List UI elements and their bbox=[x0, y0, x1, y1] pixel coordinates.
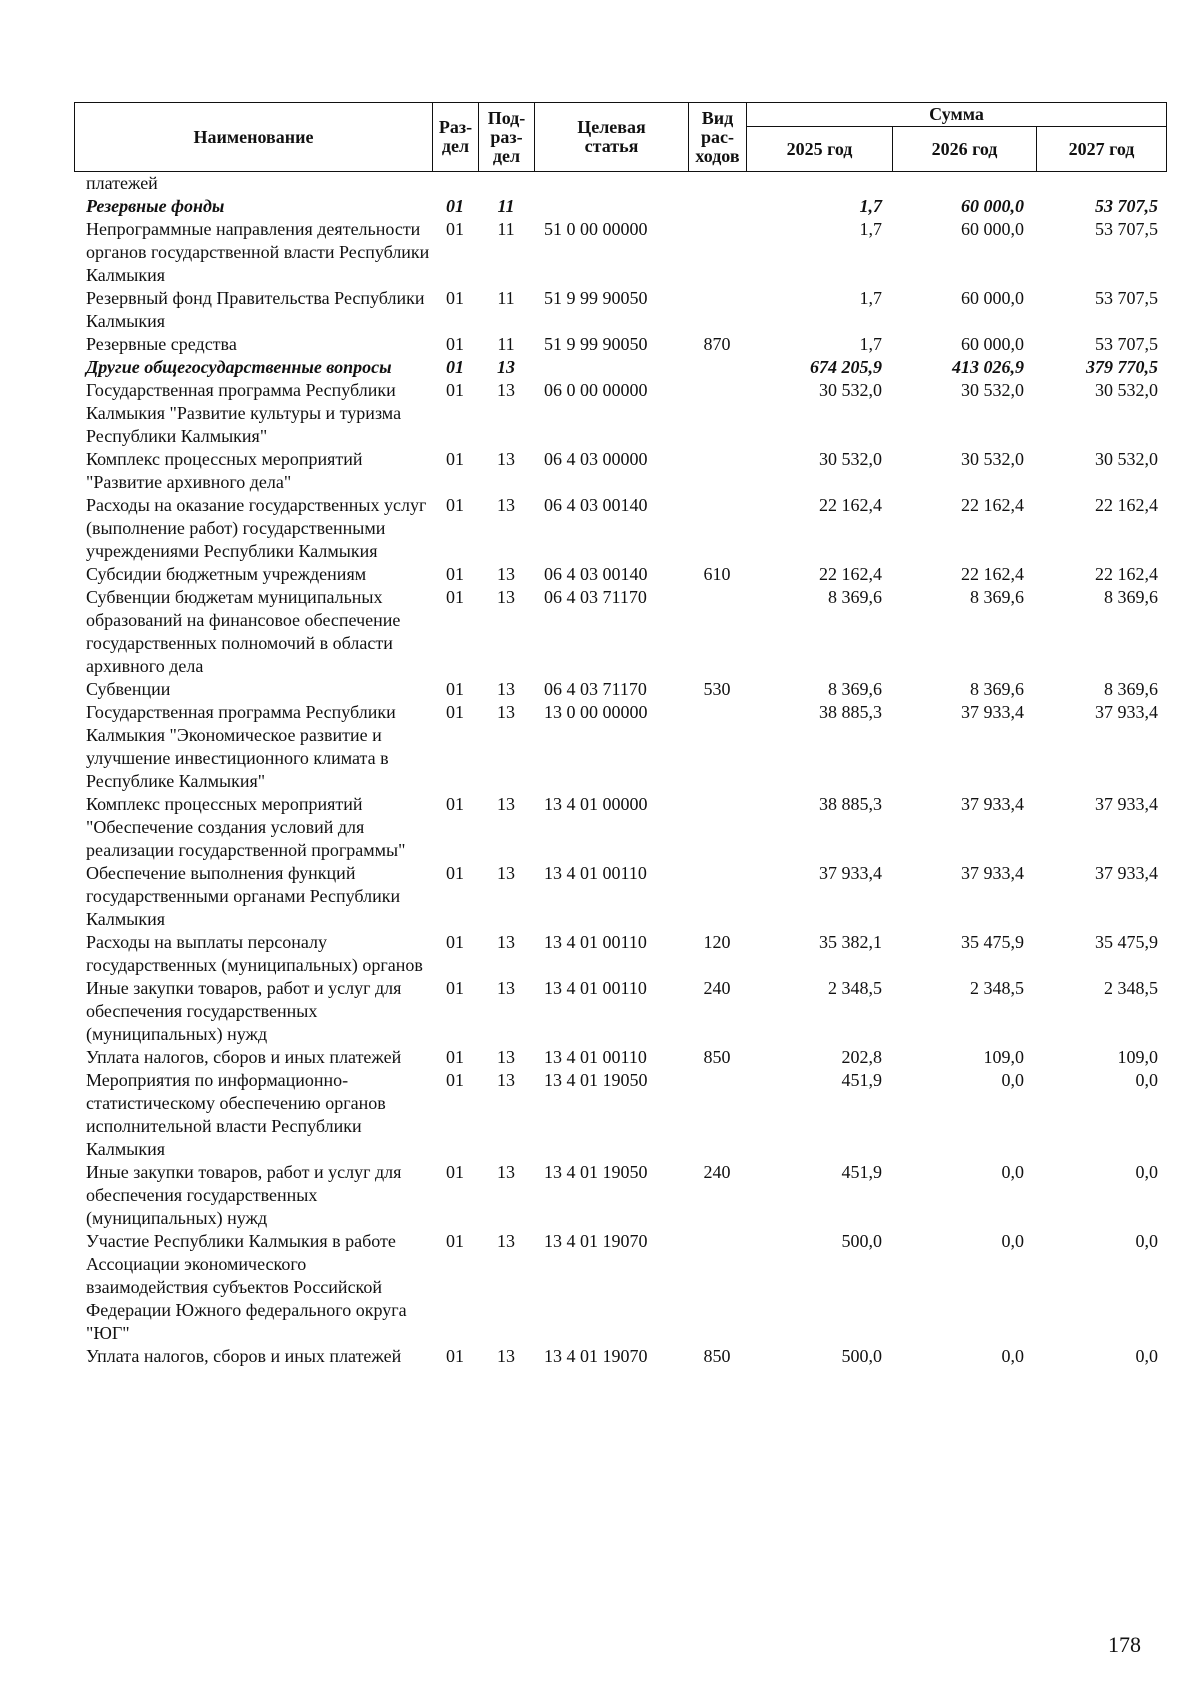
table-row bbox=[74, 333, 1166, 356]
table-row bbox=[74, 678, 1166, 701]
row-sum-2025: 451,9 bbox=[841, 1070, 882, 1090]
row-podrazdel: 13 bbox=[497, 702, 515, 722]
row-sum-2025: 1,7 bbox=[859, 219, 882, 239]
row-podrazdel: 13 bbox=[497, 564, 515, 584]
row-celevaya-statya: 13 4 01 00000 bbox=[544, 794, 648, 814]
table-row bbox=[74, 195, 1166, 218]
page-number: 178 bbox=[1108, 1632, 1141, 1657]
row-celevaya-statya: 06 4 03 00140 bbox=[544, 564, 648, 584]
header-name: Наименование bbox=[75, 103, 433, 172]
row-podrazdel: 11 bbox=[497, 334, 515, 354]
row-razdel: 01 bbox=[446, 288, 464, 308]
row-razdel: 01 bbox=[446, 449, 464, 469]
row-sum-2026: 413 026,9 bbox=[952, 357, 1024, 377]
row-celevaya-statya: 06 0 00 00000 bbox=[544, 380, 648, 400]
row-sum-2027: 30 532,0 bbox=[1095, 449, 1158, 469]
row-celevaya-statya: 06 4 03 71170 bbox=[544, 679, 647, 699]
table-row bbox=[74, 931, 1166, 977]
row-sum-2027: 37 933,4 bbox=[1095, 702, 1158, 722]
row-sum-2025: 8 369,6 bbox=[828, 587, 882, 607]
row-name: Расходы на выплаты персоналу государственных (муниципальных) органов bbox=[86, 932, 423, 975]
row-sum-2026: 0,0 bbox=[1001, 1346, 1024, 1366]
row-sum-2026: 22 162,4 bbox=[961, 564, 1024, 584]
row-sum-2025: 500,0 bbox=[841, 1231, 882, 1251]
row-vid-rashodov: 610 bbox=[703, 564, 731, 584]
row-celevaya-statya: 06 4 03 00000 bbox=[544, 449, 648, 469]
row-sum-2027: 53 707,5 bbox=[1095, 334, 1158, 354]
row-sum-2027: 0,0 bbox=[1135, 1231, 1158, 1251]
table-row bbox=[74, 793, 1166, 862]
row-razdel: 01 bbox=[446, 219, 464, 239]
row-name: Другие общегосударственные вопросы bbox=[86, 357, 392, 377]
row-sum-2026: 8 369,6 bbox=[970, 679, 1024, 699]
row-razdel: 01 bbox=[446, 334, 464, 354]
row-celevaya-statya: 13 4 01 19050 bbox=[544, 1162, 648, 1182]
table-row bbox=[74, 1230, 1166, 1345]
row-vid-rashodov: 240 bbox=[703, 1162, 731, 1182]
row-sum-2026: 0,0 bbox=[1001, 1070, 1024, 1090]
header-year-2026: 2026 год bbox=[893, 127, 1037, 172]
row-sum-2027: 22 162,4 bbox=[1095, 564, 1158, 584]
row-sum-2026: 60 000,0 bbox=[961, 288, 1024, 308]
row-podrazdel: 13 bbox=[497, 679, 515, 699]
row-sum-2025: 38 885,3 bbox=[819, 794, 882, 814]
row-razdel: 01 bbox=[446, 495, 464, 515]
row-sum-2026: 60 000,0 bbox=[961, 219, 1024, 239]
header-year-2025: 2025 год bbox=[747, 127, 893, 172]
row-name: Государственная программа Республики Калмыкия "Развитие культуры и туризма Республики Калмыкия" bbox=[86, 380, 402, 446]
header-razdel: Раз- дел bbox=[433, 103, 479, 172]
row-sum-2027: 109,0 bbox=[1117, 1047, 1158, 1067]
row-podrazdel: 13 bbox=[497, 1346, 515, 1366]
row-sum-2027: 379 770,5 bbox=[1086, 357, 1158, 377]
row-name: Резервный фонд Правительства Республики Калмыкия bbox=[86, 288, 425, 331]
row-sum-2025: 202,8 bbox=[841, 1047, 882, 1067]
row-sum-2025: 30 532,0 bbox=[819, 449, 882, 469]
row-sum-2025: 35 382,1 bbox=[819, 932, 882, 952]
row-razdel: 01 bbox=[446, 564, 464, 584]
header-podrazdel: Под- раз- дел bbox=[479, 103, 535, 172]
row-celevaya-statya: 13 0 00 00000 bbox=[544, 702, 648, 722]
row-name: Субсидии бюджетным учреждениям bbox=[86, 564, 367, 584]
row-name: Комплекс процессных мероприятий "Обеспечение создания условий для реализации государственной программы" bbox=[86, 794, 406, 860]
row-name: Мероприятия по информационно-статистическому обеспечению органов исполнительной власти Республики Калмыкия bbox=[86, 1070, 386, 1159]
row-sum-2027: 37 933,4 bbox=[1095, 794, 1158, 814]
row-sum-2026: 37 933,4 bbox=[961, 702, 1024, 722]
row-sum-2026: 37 933,4 bbox=[961, 794, 1024, 814]
table-body bbox=[74, 172, 1166, 1368]
row-podrazdel: 13 bbox=[497, 1162, 515, 1182]
row-razdel: 01 bbox=[446, 1231, 464, 1251]
row-sum-2026: 2 348,5 bbox=[970, 978, 1024, 998]
table-row bbox=[74, 1345, 1166, 1368]
row-celevaya-statya: 51 9 99 90050 bbox=[544, 288, 648, 308]
row-razdel: 01 bbox=[446, 702, 464, 722]
row-podrazdel: 11 bbox=[497, 288, 515, 308]
row-name: Субвенции bbox=[86, 679, 171, 699]
row-celevaya-statya: 13 4 01 00110 bbox=[544, 978, 647, 998]
row-vid-rashodov: 240 bbox=[703, 978, 731, 998]
row-celevaya-statya: 06 4 03 00140 bbox=[544, 495, 648, 515]
row-vid-rashodov: 530 bbox=[703, 679, 731, 699]
table-header bbox=[74, 102, 1167, 172]
table-row bbox=[74, 379, 1166, 448]
row-sum-2026: 35 475,9 bbox=[961, 932, 1024, 952]
row-razdel: 01 bbox=[446, 357, 464, 377]
row-razdel: 01 bbox=[446, 794, 464, 814]
row-sum-2026: 22 162,4 bbox=[961, 495, 1024, 515]
row-name: платежей bbox=[86, 173, 158, 193]
row-sum-2025: 38 885,3 bbox=[819, 702, 882, 722]
row-sum-2027: 8 369,6 bbox=[1104, 679, 1158, 699]
row-sum-2027: 37 933,4 bbox=[1095, 863, 1158, 883]
row-celevaya-statya: 13 4 01 00110 bbox=[544, 863, 647, 883]
row-sum-2026: 60 000,0 bbox=[961, 196, 1024, 216]
row-name: Иные закупки товаров, работ и услуг для обеспечения государственных (муниципальных) нужд bbox=[86, 1162, 402, 1228]
table-row bbox=[74, 356, 1166, 379]
row-sum-2025: 1,7 bbox=[859, 196, 882, 216]
row-sum-2025: 674 205,9 bbox=[810, 357, 882, 377]
row-sum-2026: 0,0 bbox=[1001, 1231, 1024, 1251]
row-razdel: 01 bbox=[446, 863, 464, 883]
table-row bbox=[74, 494, 1166, 563]
row-sum-2025: 500,0 bbox=[841, 1346, 882, 1366]
row-razdel: 01 bbox=[446, 1070, 464, 1090]
row-razdel: 01 bbox=[446, 679, 464, 699]
budget-table-page bbox=[74, 102, 1166, 1368]
row-name: Обеспечение выполнения функций государственными органами Республики Калмыкия bbox=[86, 863, 401, 929]
row-name: Государственная программа Республики Калмыкия "Экономическое развитие и улучшение инвестиционного климата в Республике Калмыкия" bbox=[86, 702, 396, 791]
row-name: Участие Республики Калмыкия в работе Ассоциации экономического взаимодействия субъектов Российской Федерации Южного федерального округа "ЮГ" bbox=[86, 1231, 407, 1343]
row-sum-2027: 0,0 bbox=[1135, 1162, 1158, 1182]
row-celevaya-statya: 13 4 01 19050 bbox=[544, 1070, 648, 1090]
row-podrazdel: 13 bbox=[497, 978, 515, 998]
row-celevaya-statya: 13 4 01 00110 bbox=[544, 932, 647, 952]
row-sum-2025: 2 348,5 bbox=[828, 978, 882, 998]
header-year-2027: 2027 год bbox=[1037, 127, 1167, 172]
header-celevaya-statya: Целевая статья bbox=[535, 103, 689, 172]
row-name: Резервные средства bbox=[86, 334, 237, 354]
row-sum-2027: 53 707,5 bbox=[1095, 219, 1158, 239]
table-row bbox=[74, 862, 1166, 931]
row-podrazdel: 13 bbox=[497, 932, 515, 952]
row-podrazdel: 13 bbox=[497, 1047, 515, 1067]
row-celevaya-statya: 13 4 01 19070 bbox=[544, 1231, 648, 1251]
row-sum-2027: 0,0 bbox=[1135, 1346, 1158, 1366]
row-sum-2027: 0,0 bbox=[1135, 1070, 1158, 1090]
row-sum-2026: 8 369,6 bbox=[970, 587, 1024, 607]
row-sum-2026: 60 000,0 bbox=[961, 334, 1024, 354]
table-row bbox=[74, 287, 1166, 333]
continuation-row bbox=[74, 172, 1166, 195]
row-sum-2027: 2 348,5 bbox=[1104, 978, 1158, 998]
row-name: Непрограммные направления деятельности органов государственной власти Республики Калмыкия bbox=[86, 219, 430, 285]
table-row bbox=[74, 448, 1166, 494]
row-razdel: 01 bbox=[446, 196, 464, 216]
row-name: Комплекс процессных мероприятий "Развитие архивного дела" bbox=[86, 449, 363, 492]
row-sum-2026: 37 933,4 bbox=[961, 863, 1024, 883]
row-sum-2025: 8 369,6 bbox=[828, 679, 882, 699]
row-razdel: 01 bbox=[446, 380, 464, 400]
table-row bbox=[74, 586, 1166, 678]
row-name: Уплата налогов, сборов и иных платежей bbox=[86, 1047, 402, 1067]
table-row bbox=[74, 1161, 1166, 1230]
row-sum-2025: 22 162,4 bbox=[819, 495, 882, 515]
row-podrazdel: 13 bbox=[497, 357, 515, 377]
row-sum-2025: 37 933,4 bbox=[819, 863, 882, 883]
row-podrazdel: 13 bbox=[497, 380, 515, 400]
row-celevaya-statya: 13 4 01 19070 bbox=[544, 1346, 648, 1366]
row-podrazdel: 13 bbox=[497, 495, 515, 515]
table-row bbox=[74, 977, 1166, 1046]
row-sum-2025: 451,9 bbox=[841, 1162, 882, 1182]
row-sum-2025: 22 162,4 bbox=[819, 564, 882, 584]
row-sum-2026: 30 532,0 bbox=[961, 449, 1024, 469]
row-sum-2027: 53 707,5 bbox=[1095, 196, 1158, 216]
row-sum-2025: 30 532,0 bbox=[819, 380, 882, 400]
header-vid-rashodov: Вид рас- ходов bbox=[689, 103, 747, 172]
row-sum-2025: 1,7 bbox=[859, 288, 882, 308]
row-vid-rashodov: 850 bbox=[703, 1346, 731, 1366]
row-sum-2027: 8 369,6 bbox=[1104, 587, 1158, 607]
row-sum-2026: 30 532,0 bbox=[961, 380, 1024, 400]
row-razdel: 01 bbox=[446, 932, 464, 952]
row-vid-rashodov: 850 bbox=[703, 1047, 731, 1067]
row-sum-2027: 22 162,4 bbox=[1095, 495, 1158, 515]
row-razdel: 01 bbox=[446, 978, 464, 998]
row-celevaya-statya: 13 4 01 00110 bbox=[544, 1047, 647, 1067]
row-podrazdel: 13 bbox=[497, 449, 515, 469]
row-sum-2027: 30 532,0 bbox=[1095, 380, 1158, 400]
row-name: Субвенции бюджетам муниципальных образований на финансовое обеспечение государственных полномочий в области архивного дела bbox=[86, 587, 401, 676]
row-name: Расходы на оказание государственных услуг (выполнение работ) государственными учреждениями Республики Калмыкия bbox=[86, 495, 427, 561]
row-name: Иные закупки товаров, работ и услуг для обеспечения государственных (муниципальных) нужд bbox=[86, 978, 402, 1044]
row-razdel: 01 bbox=[446, 1346, 464, 1366]
row-sum-2027: 53 707,5 bbox=[1095, 288, 1158, 308]
table-row bbox=[74, 1069, 1166, 1161]
row-razdel: 01 bbox=[446, 1047, 464, 1067]
row-podrazdel: 13 bbox=[497, 863, 515, 883]
row-celevaya-statya: 51 9 99 90050 bbox=[544, 334, 648, 354]
row-celevaya-statya: 06 4 03 71170 bbox=[544, 587, 647, 607]
row-podrazdel: 11 bbox=[497, 219, 515, 239]
row-sum-2026: 109,0 bbox=[983, 1047, 1024, 1067]
row-sum-2025: 1,7 bbox=[859, 334, 882, 354]
row-sum-2026: 0,0 bbox=[1001, 1162, 1024, 1182]
row-name: Уплата налогов, сборов и иных платежей bbox=[86, 1346, 402, 1366]
row-sum-2027: 35 475,9 bbox=[1095, 932, 1158, 952]
table-row bbox=[74, 701, 1166, 793]
table-row bbox=[74, 218, 1166, 287]
row-razdel: 01 bbox=[446, 587, 464, 607]
row-razdel: 01 bbox=[446, 1162, 464, 1182]
row-podrazdel: 13 bbox=[497, 1231, 515, 1251]
row-vid-rashodov: 120 bbox=[703, 932, 731, 952]
row-celevaya-statya: 51 0 00 00000 bbox=[544, 219, 648, 239]
row-podrazdel: 13 bbox=[497, 587, 515, 607]
row-podrazdel: 11 bbox=[497, 196, 515, 216]
row-podrazdel: 13 bbox=[497, 794, 515, 814]
header-summa: Сумма bbox=[747, 103, 1167, 127]
table-row bbox=[74, 1046, 1166, 1069]
row-podrazdel: 13 bbox=[497, 1070, 515, 1090]
row-name: Резервные фонды bbox=[86, 196, 225, 216]
table-row bbox=[74, 563, 1166, 586]
row-vid-rashodov: 870 bbox=[703, 334, 731, 354]
